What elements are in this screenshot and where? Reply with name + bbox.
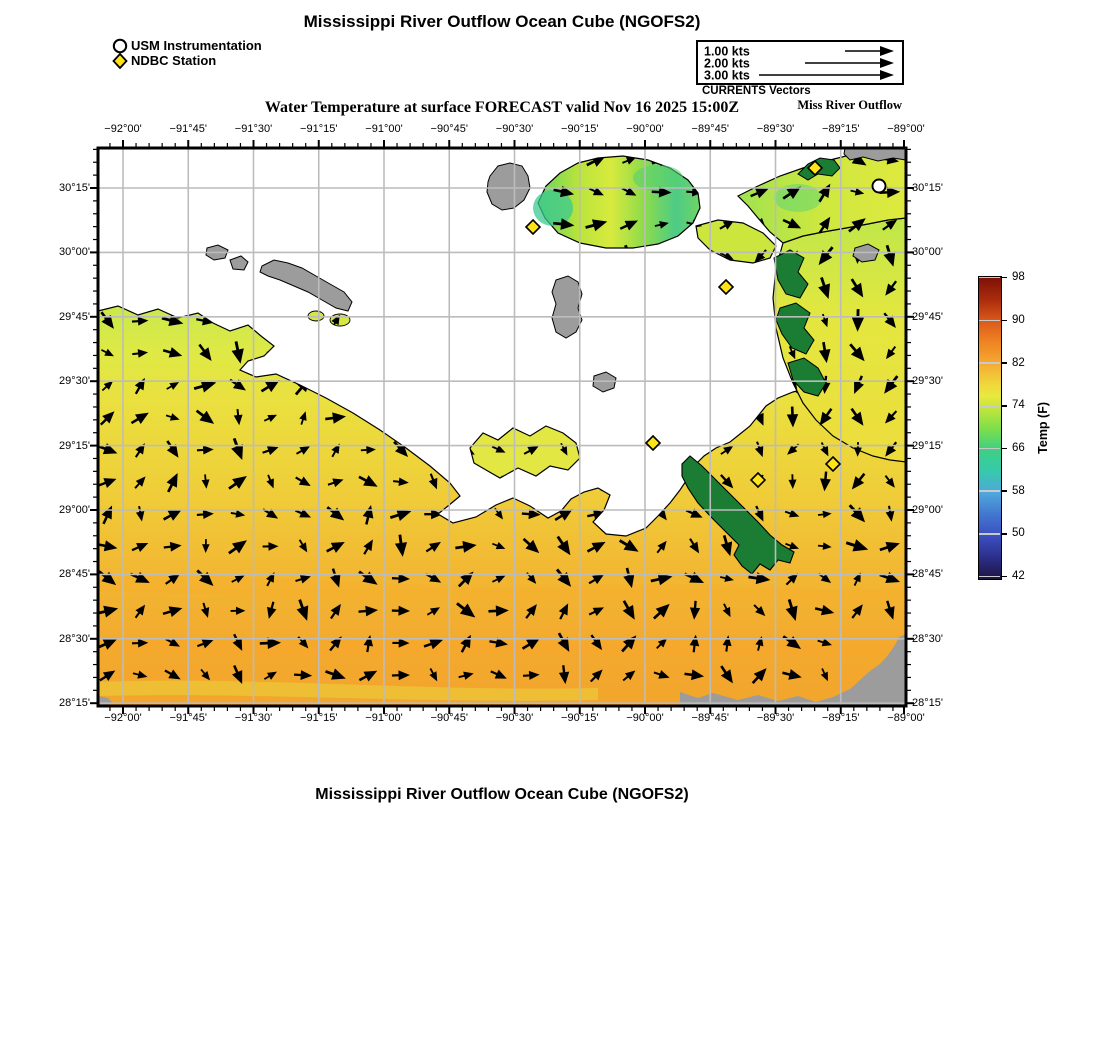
- y-tick-label-right: 28°30': [912, 632, 943, 645]
- x-tick-label-top: −89°15': [822, 123, 860, 135]
- x-tick-label-bottom: −89°15': [822, 712, 860, 724]
- y-tick-label-left: 29°00': [59, 504, 90, 516]
- page-title-top: Mississippi River Outflow Ocean Cube (NGOFS2): [303, 12, 701, 31]
- ndbc-legend-label: NDBC Station: [131, 53, 217, 68]
- colorbar-gridline: [979, 362, 1000, 364]
- usm-station-marker: [873, 180, 886, 193]
- colorbar-tick-label: 66: [1012, 441, 1025, 454]
- y-tick-label-right: 29°30': [912, 375, 943, 388]
- y-tick-label-right: 29°15': [912, 439, 943, 452]
- usm-circle-icon: [112, 38, 128, 54]
- colorbar-gridline: [979, 277, 1000, 279]
- colorbar-tick-label: 90: [1012, 313, 1025, 326]
- x-tick-label-bottom: −91°30': [234, 712, 273, 724]
- colorbar-gridline: [979, 405, 1000, 407]
- colorbar-axis-label: [1036, 399, 1050, 457]
- colorbar-tick-label: 58: [1012, 484, 1025, 497]
- island: [260, 260, 352, 311]
- x-tick-label-top: −92°00': [104, 123, 142, 135]
- vector-legend-caption: CURRENTS Vectors: [702, 85, 811, 97]
- y-tick-label-left: 28°15': [59, 697, 90, 710]
- y-tick-label-right: 28°15': [912, 697, 943, 710]
- y-tick-label-left: 28°30': [59, 632, 90, 645]
- island: [552, 276, 582, 338]
- forecast-subtitle: Water Temperature at surface FORECAST valid Nov 16 2025 15:00Z: [264, 99, 740, 116]
- map-legend: [112, 38, 262, 68]
- svg-text:1.00 kts: 1.00 kts: [704, 44, 750, 59]
- x-tick-label-bottom: −89°45': [691, 712, 729, 724]
- colorbar-tick: [1001, 362, 1007, 364]
- colorbar-tick: [1001, 405, 1007, 407]
- island: [844, 148, 906, 161]
- legend-row-usm: [112, 38, 262, 53]
- colorbar-gridline: [979, 533, 1000, 535]
- page-title-bottom: Mississippi River Outflow Ocean Cube (NGOFS2): [315, 786, 689, 803]
- colorbar-gridline: [979, 576, 1000, 578]
- x-tick-label-top: −91°45': [169, 123, 207, 135]
- x-tick-label-bottom: −91°15': [300, 712, 338, 724]
- y-tick-label-left: 30°00': [59, 246, 90, 259]
- colorbar-gridline: [979, 490, 1000, 492]
- x-tick-label-bottom: −89°00': [887, 712, 925, 724]
- colorbar-tick-label: 50: [1012, 527, 1025, 540]
- ndbc-station-marker: [719, 280, 733, 294]
- legend-row-ndbc: [112, 53, 262, 68]
- colorbar-tick-label: 74: [1012, 399, 1025, 412]
- y-tick-label-right: 30°15': [912, 182, 943, 194]
- temp-unit-label: Temp (F): [1036, 402, 1050, 454]
- forecast-map: [88, 138, 916, 716]
- colorbar-tick: [1001, 448, 1007, 450]
- colorbar-tick: [1001, 277, 1007, 279]
- x-tick-label-bottom: −91°45': [169, 712, 207, 724]
- colorbar-tick-label: 42: [1012, 570, 1025, 583]
- y-tick-label-right: 28°45': [912, 568, 943, 581]
- y-tick-label-left: 29°30': [59, 375, 90, 388]
- x-tick-label-top: −91°15': [300, 123, 338, 135]
- y-tick-label-left: 29°45': [59, 310, 90, 323]
- svg-text:3.00 kts: 3.00 kts: [704, 68, 750, 83]
- colorbar-gridline: [979, 448, 1000, 450]
- x-tick-label-top: −89°30': [756, 123, 795, 135]
- y-tick-label-right: 30°00': [912, 246, 943, 259]
- x-tick-label-bottom: −90°45': [430, 712, 468, 724]
- usm-legend-label: USM Instrumentation: [131, 38, 262, 53]
- colorbar-tick: [1001, 576, 1007, 578]
- x-tick-label-top: −90°30': [495, 123, 534, 135]
- colorbar-tick: [1001, 533, 1007, 535]
- ndbc-diamond-icon: [112, 53, 128, 69]
- colorbar-tick-label: 82: [1012, 356, 1025, 369]
- colorbar-gridline: [979, 320, 1000, 322]
- water-body-4: [696, 220, 776, 263]
- svg-text:2.00 kts: 2.00 kts: [704, 56, 750, 71]
- colorbar-tick: [1001, 490, 1007, 492]
- watermark-text: Miss River Outflow: [797, 98, 902, 112]
- x-tick-label-bottom: −89°30': [756, 712, 795, 724]
- x-tick-label-top: −89°45': [691, 123, 729, 135]
- vector-legend-box: [696, 40, 904, 85]
- x-tick-label-bottom: −90°00': [626, 712, 664, 724]
- vector-legend-arrows: [698, 42, 902, 83]
- colorbar-tick: [1001, 320, 1007, 322]
- x-tick-label-bottom: −90°15': [561, 712, 599, 724]
- y-tick-label-left: 28°45': [59, 568, 90, 581]
- y-tick-label-left: 30°15': [59, 182, 90, 194]
- island: [487, 163, 530, 210]
- x-tick-label-bottom: −91°00': [365, 712, 403, 724]
- y-tick-label-right: 29°45': [912, 310, 943, 323]
- y-tick-label-right: 29°00': [912, 504, 943, 516]
- x-tick-label-top: −91°00': [365, 123, 403, 135]
- x-tick-label-top: −90°45': [430, 123, 468, 135]
- x-tick-label-top: −91°30': [234, 123, 273, 135]
- ndbc-station-marker: [526, 220, 540, 234]
- island: [230, 256, 248, 270]
- x-tick-label-top: −90°15': [561, 123, 599, 135]
- x-tick-label-top: −90°00': [626, 123, 664, 135]
- colorbar-tick-label: 98: [1012, 271, 1025, 284]
- x-tick-label-bottom: −90°30': [495, 712, 534, 724]
- y-tick-label-left: 29°15': [59, 439, 90, 452]
- x-tick-label-top: −89°00': [887, 123, 925, 135]
- x-tick-label-bottom: −92°00': [104, 712, 142, 724]
- ndbc-station-marker: [646, 436, 660, 450]
